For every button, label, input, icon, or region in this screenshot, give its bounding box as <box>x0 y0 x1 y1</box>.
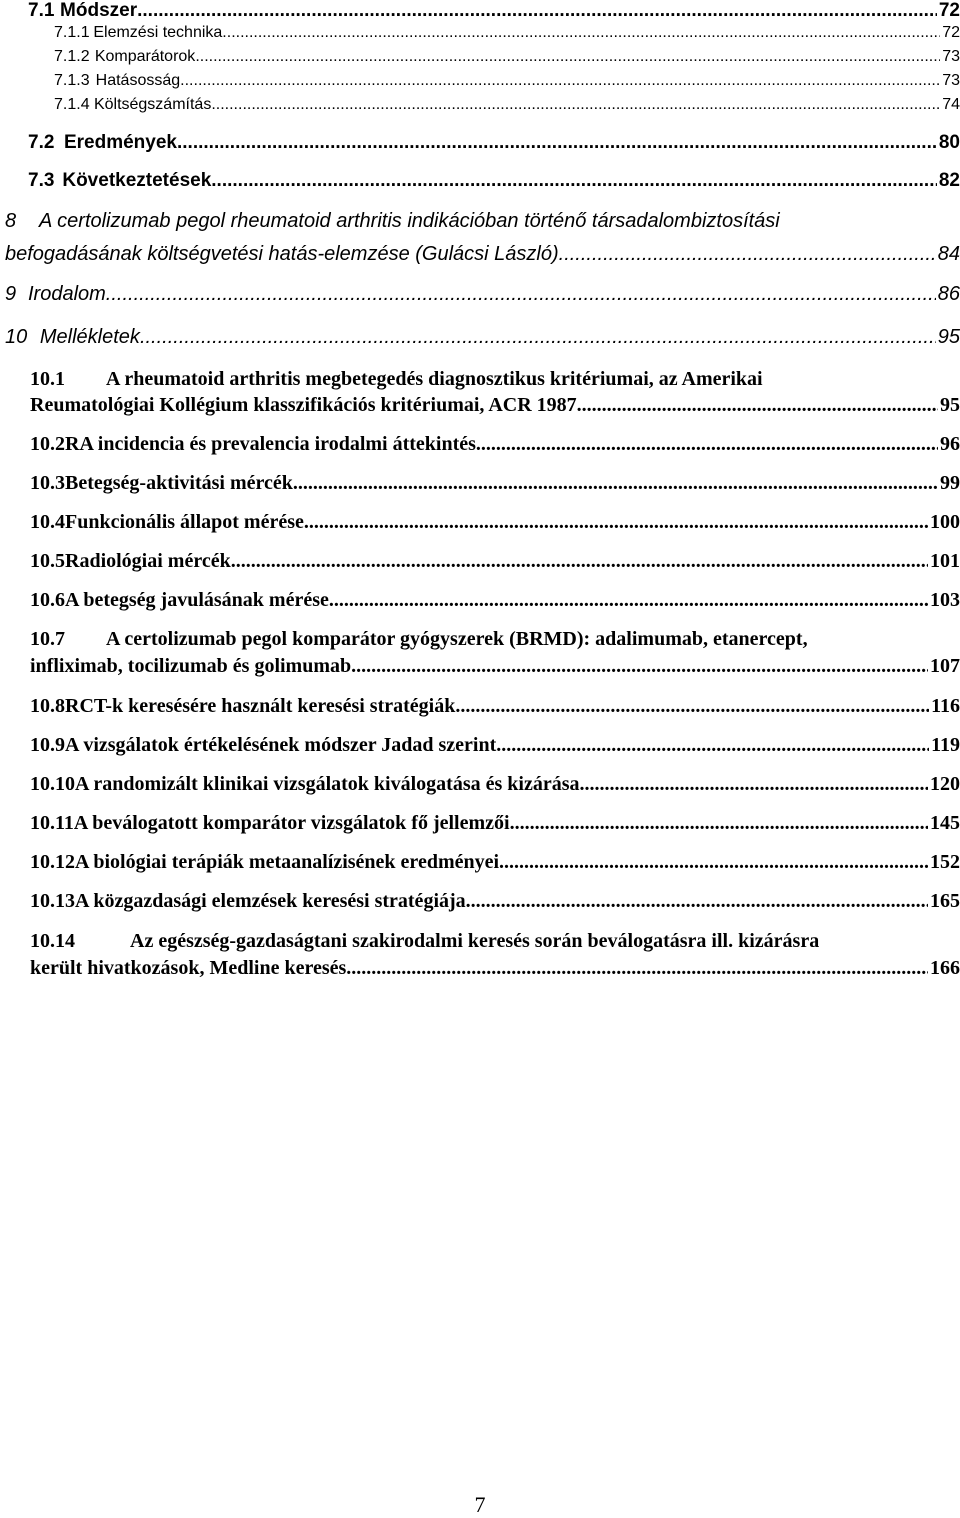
toc-entry-10-1-line2[interactable] <box>30 394 960 417</box>
toc-entry-9[interactable] <box>5 283 960 306</box>
toc-title-cont: infliximab, tocilizumab és golimumab <box>30 655 352 677</box>
toc-entry-10-3[interactable] <box>30 472 960 495</box>
toc-title: A közgazdasági elemzések keresési stratégiája <box>75 890 466 912</box>
toc-title-cont: Reumatológiai Kollégium klasszifikációs kritériumai, ACR 1987 <box>30 394 577 416</box>
toc-title: Irodalom <box>27 283 106 305</box>
toc-title: Radiológiai mércék <box>65 550 231 572</box>
toc-page: 103 <box>930 589 960 611</box>
toc-title: A betegség javulásának mérése <box>65 589 329 611</box>
toc-entry-10-1-line1[interactable] <box>30 368 763 391</box>
toc-title: RA incidencia és prevalencia irodalmi áttekintés <box>65 433 476 455</box>
toc-number: 10.9 <box>30 734 65 756</box>
toc-number: 7.2 <box>28 132 55 153</box>
toc-entry-10-12[interactable] <box>30 851 960 874</box>
toc-page: 166 <box>930 957 960 979</box>
toc-page: 84 <box>937 243 960 265</box>
toc-number: 10.8 <box>30 695 65 717</box>
toc-entry-8-line2[interactable] <box>5 243 960 266</box>
toc-entry-10-7-line1[interactable] <box>30 628 808 651</box>
toc-title-cont: került hivatkozások, Medline keresés <box>30 957 347 979</box>
toc-title: A certolizumab pegol komparátor gyógyszerek (BRMD): adalimumab, etanercept, <box>106 628 808 650</box>
toc-entry-10-14-line1[interactable] <box>30 930 819 953</box>
toc-entry-10-7-line2[interactable] <box>30 655 960 678</box>
toc-number: 10.2 <box>30 433 65 455</box>
toc-page: 107 <box>930 655 960 677</box>
toc-title: Komparátorok <box>94 48 196 65</box>
toc-entry-7-3[interactable] <box>28 170 960 192</box>
toc-page: 119 <box>931 734 960 756</box>
toc-title: RCT-k keresésére használt keresési stratégiák <box>65 695 456 717</box>
toc-title: Eredmények <box>63 132 177 153</box>
toc-title: Módszer <box>60 0 138 21</box>
toc-entry-10-10[interactable] <box>30 773 960 796</box>
toc-title-cont: befogadásának költségvetési hatás-elemzése (Gulácsi László) <box>5 243 559 265</box>
toc-title: A biológiai terápiák metaanalízisének eredményei <box>75 851 500 873</box>
toc-page: 120 <box>930 773 960 795</box>
toc-page: 152 <box>930 851 960 873</box>
toc-number: 10.7 <box>30 628 65 650</box>
toc-entry-10-11[interactable] <box>30 812 960 835</box>
toc-entry-10-8[interactable] <box>30 695 960 718</box>
toc-page: 86 <box>937 283 960 305</box>
toc-entry-7-1-3[interactable] <box>54 72 960 90</box>
toc-entry-8-line1[interactable] <box>5 210 780 233</box>
toc-title: Funkcionális állapot mérése <box>65 511 304 533</box>
toc-title: Az egészség-gazdaságtani szakirodalmi keresés során beválogatásra ill. kizárásra <box>130 930 820 952</box>
toc-title: A randomizált klinikai vizsgálatok kiválogatása és kizárása <box>75 773 580 795</box>
toc-number: 9 <box>5 283 17 305</box>
toc-page: 72 <box>942 24 960 41</box>
toc-number: 10 <box>5 326 28 348</box>
toc-title: Következtetések <box>62 170 212 191</box>
toc-entry-10-9[interactable] <box>30 734 960 757</box>
toc-page: 165 <box>930 890 960 912</box>
toc-number: 10.6 <box>30 589 65 611</box>
toc-title: A certolizumab pegol rheumatoid arthritis indikációban történő társadalombiztosítási <box>39 210 780 232</box>
toc-number: 7.1.2 <box>54 48 90 65</box>
toc-title: Mellékletek <box>39 326 140 348</box>
toc-entry-10-14-line2[interactable] <box>30 957 960 980</box>
toc-page: 99 <box>940 472 960 494</box>
toc-number: 10.4 <box>30 511 65 533</box>
toc-page: 95 <box>937 326 960 348</box>
toc-title: Hatásosság <box>95 72 181 89</box>
toc-entry-7-1-4[interactable] <box>54 96 960 114</box>
toc-entry-10-2[interactable] <box>30 433 960 456</box>
toc-page: 116 <box>931 695 960 717</box>
toc-number: 7.1.4 <box>54 96 90 113</box>
toc-page: 82 <box>938 170 960 191</box>
toc-entry-10[interactable] <box>5 326 960 349</box>
toc-number: 7.1.1 <box>54 24 90 41</box>
toc-number: 10.10 <box>30 773 75 795</box>
toc-title: A rheumatoid arthritis megbetegedés diagnosztikus kritériumai, az Amerikai <box>106 368 763 390</box>
toc-entry-10-5[interactable] <box>30 550 960 573</box>
toc-title: Betegség-aktivitási mércék <box>65 472 293 494</box>
toc-number: 10.11 <box>30 812 74 834</box>
toc-page: 72 <box>938 0 960 21</box>
toc-entry-10-4[interactable] <box>30 511 960 534</box>
toc-page: 96 <box>940 433 960 455</box>
toc-page: 80 <box>938 132 960 153</box>
toc-number: 7.3 <box>28 170 55 191</box>
toc-title: A vizsgálatok értékelésének módszer Jadad szerint <box>65 734 497 756</box>
toc-number: 8 <box>5 210 17 232</box>
toc-page: 73 <box>942 48 960 65</box>
toc-title: A beválogatott komparátor vizsgálatok fő jellemzői <box>73 812 510 834</box>
toc-page: 145 <box>930 812 960 834</box>
toc-number: 10.12 <box>30 851 75 873</box>
toc-page: 73 <box>942 72 960 89</box>
toc-number: 10.3 <box>30 472 65 494</box>
toc-number: 10.1 <box>30 368 65 390</box>
toc-entry-10-6[interactable] <box>30 589 960 612</box>
toc-entry-7-1-1[interactable] <box>54 24 960 42</box>
toc-page: 101 <box>930 550 960 572</box>
toc-title: Elemzési technika <box>93 24 223 41</box>
page-number: 7 <box>474 1492 486 1517</box>
toc-page: 100 <box>930 511 960 533</box>
toc-number: 10.5 <box>30 550 65 572</box>
toc-entry-10-13[interactable] <box>30 890 960 913</box>
toc-page: 95 <box>940 394 960 416</box>
toc-number: 7.1.3 <box>54 72 90 89</box>
toc-entry-7-2[interactable] <box>28 132 960 154</box>
toc-number: 10.14 <box>30 930 75 952</box>
toc-page: 74 <box>942 96 960 113</box>
toc-number: 10.13 <box>30 890 75 912</box>
toc-entry-7-1[interactable] <box>28 0 960 22</box>
toc-title: Költségszámítás <box>93 96 212 113</box>
toc-entry-7-1-2[interactable] <box>54 48 960 66</box>
toc-number: 7.1 <box>28 0 55 21</box>
